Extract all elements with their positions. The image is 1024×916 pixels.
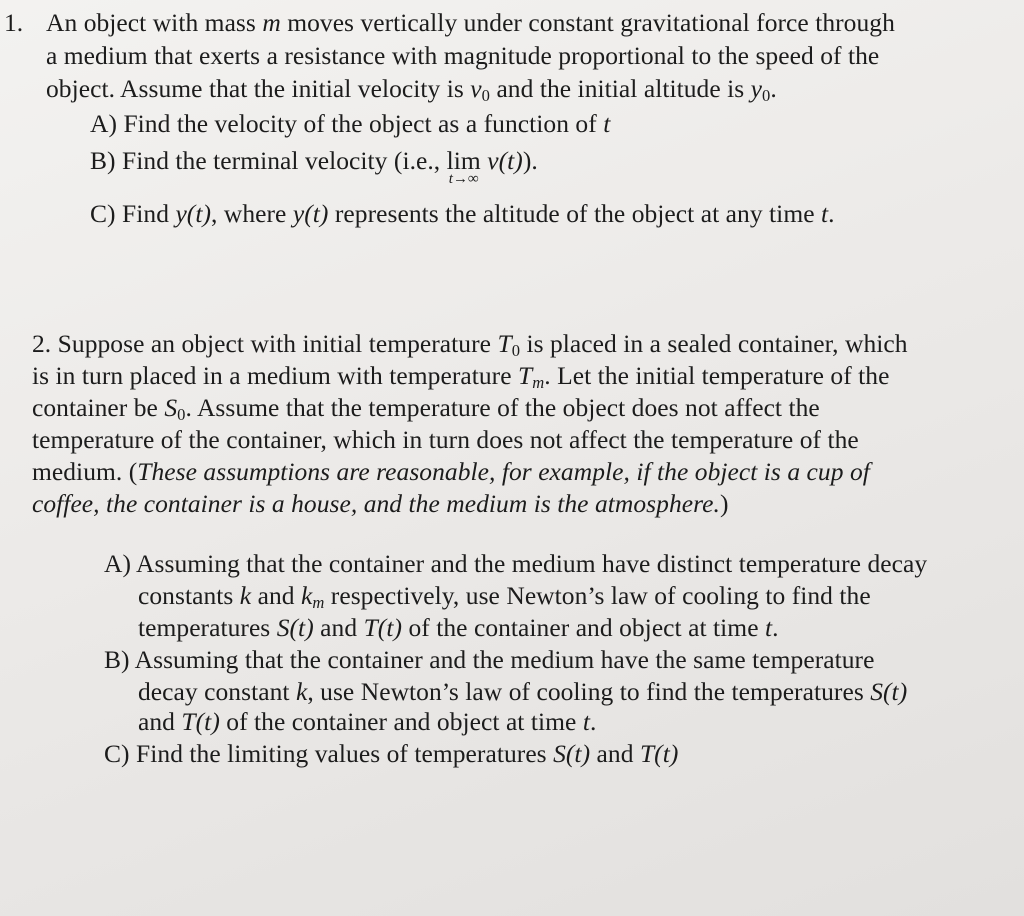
- problem-1-part-c: C) Find y(t), where y(t) represents the altitude of the object at any time t.: [90, 199, 835, 228]
- problem-2-line-2: is in turn placed in a medium with temperature $T_m$. Let the initial temperature of the: [32, 361, 890, 393]
- problem-2-line-5: medium. (These assumptions are reasonable, for example, if the object is a cup of: [32, 457, 870, 486]
- problem-2-part-a-line-1: A) Assuming that the container and the medium have distinct temperature decay: [104, 549, 928, 578]
- problem-2-part-b-line-2: decay constant k, use Newton’s law of cooling to find the temperatures S(t): [138, 677, 908, 706]
- problem-2-part-a-line-3: temperatures S(t) and T(t) of the container and object at time t.: [138, 613, 779, 642]
- problem-1-number: 1.: [4, 8, 24, 37]
- problem-2-line-3: container be $S_0$. Assume that the temperature of the object does not affect the: [32, 393, 820, 425]
- problem-2-part-b-line-1: B) Assuming that the container and the medium have the same temperature: [104, 645, 875, 674]
- problem-1-line-3: object. Assume that the initial velocity is $v_0$ and the initial altitude is $y_0$.: [46, 74, 777, 106]
- problem-2-line-4: temperature of the container, which in turn does not affect the temperature of the: [32, 425, 859, 454]
- problem-2-line-6: coffee, the container is a house, and the medium is the atmosphere.): [32, 489, 729, 518]
- problem-1-part-b: B) Find the terminal velocity (i.e., lim t→∞ v(t)).: [90, 146, 538, 187]
- problem-2-part-b-line-3: and T(t) of the container and object at time t.: [138, 707, 597, 736]
- limit-expression: lim t→∞: [446, 146, 481, 187]
- problem-1-line-1: An object with mass m moves vertically under constant gravitational force through: [46, 8, 895, 37]
- problem-1-line-2: a medium that exerts a resistance with magnitude proportional to the speed of the: [46, 41, 880, 70]
- problem-1-part-a: A) Find the velocity of the object as a function of t: [90, 109, 611, 138]
- problem-2-line-1: 2. Suppose an object with initial temperature $T_0$ is placed in a sealed container, which: [32, 329, 908, 361]
- problem-2-part-c: C) Find the limiting values of temperatures S(t) and T(t): [104, 739, 679, 768]
- problem-2-part-a-line-2: constants k and $k_m$ respectively, use Newton’s law of cooling to find the: [138, 581, 871, 613]
